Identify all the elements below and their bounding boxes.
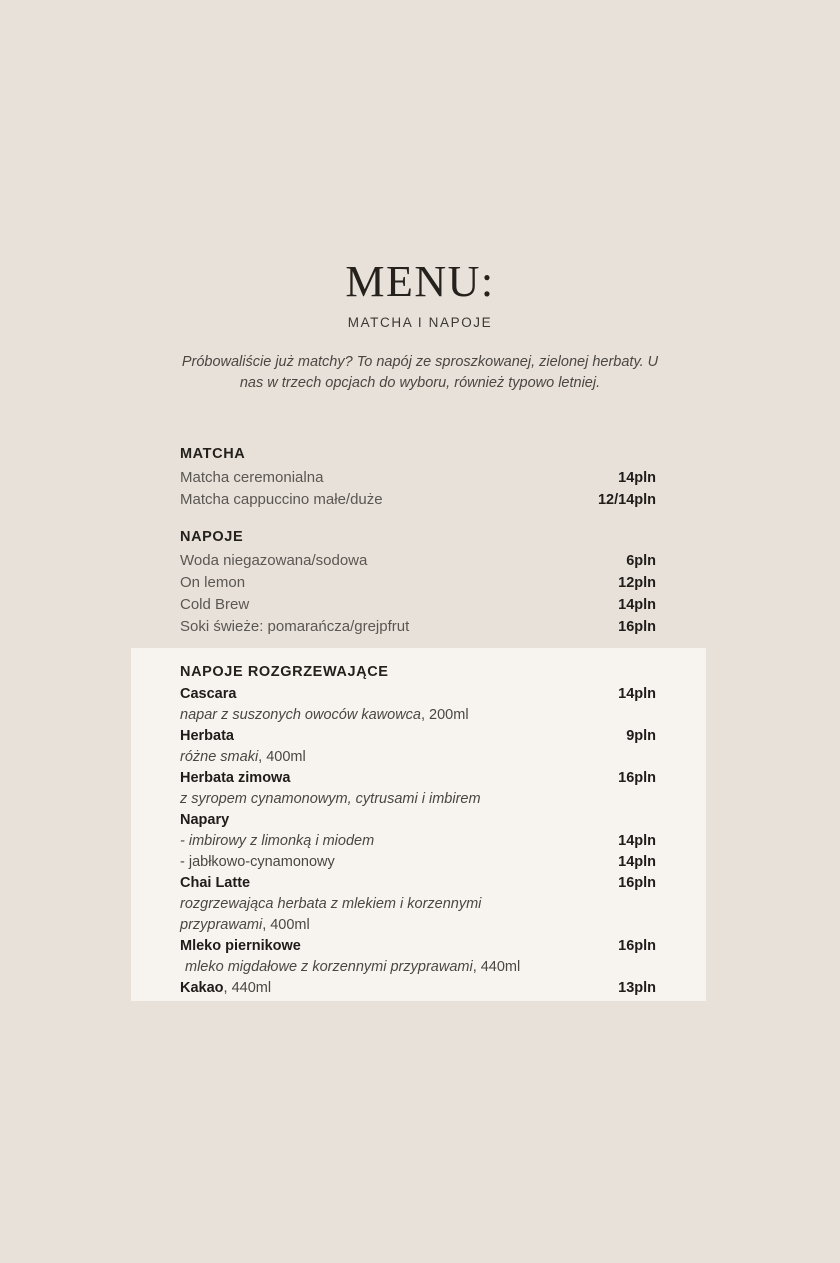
- item-description-text: przyprawami: [180, 917, 263, 933]
- menu-item-row: [180, 726, 656, 747]
- menu-item-row: [180, 810, 656, 831]
- item-name: Herbata: [180, 728, 234, 744]
- item-name: Woda niegazowana/sodowa: [180, 552, 368, 569]
- item-price: 12/14pln: [597, 492, 656, 508]
- item-price: 13pln: [618, 980, 656, 996]
- item-name: Soki świeże: pomarańcza/grejpfrut: [180, 618, 410, 635]
- item-description: [180, 789, 656, 810]
- menu-header: [0, 258, 840, 332]
- item-description-text: napar z suszonych owoców kawowca: [180, 707, 421, 723]
- section-heading: NAPOJE ROZGRZEWAJĄCE: [180, 664, 389, 680]
- item-name: - jabłkowo-cynamonowy: [180, 854, 335, 870]
- item-price: 9pln: [626, 728, 656, 744]
- menu-item-row: [180, 550, 656, 572]
- item-volume: , 400ml: [262, 917, 310, 933]
- item-name: Herbata zimowa: [180, 770, 291, 786]
- menu-item-row: [180, 467, 656, 489]
- item-name: Napary: [180, 812, 230, 828]
- menu-item-row: [180, 616, 656, 638]
- item-name: - imbirowy z limonką i miodem: [180, 833, 375, 849]
- item-name: Mleko piernikowe: [180, 938, 301, 954]
- intro-paragraph: Próbowaliście już matchy? To napój ze sproszkowanej, zielonej herbaty. U nas w trzech opcjach do wyboru, również typowo letniej.: [181, 354, 659, 391]
- item-volume: , 440ml: [223, 980, 272, 996]
- item-name: Cascara: [180, 686, 237, 702]
- item-name: Chai Latte: [180, 875, 251, 891]
- page-title: MENU:: [345, 257, 495, 306]
- menu-item-row: [180, 768, 656, 789]
- item-price: 12pln: [618, 575, 656, 591]
- section-heading: MATCHA: [180, 446, 246, 462]
- item-description: [180, 705, 656, 726]
- item-price: 14pln: [618, 686, 656, 702]
- item-volume: , 400ml: [258, 749, 306, 765]
- menu-item-row: [180, 489, 656, 511]
- menu-item-row: [180, 873, 656, 894]
- menu-subitem-row: [180, 852, 656, 873]
- item-description: [180, 957, 656, 978]
- menu-item-row: [180, 594, 656, 616]
- item-name: Matcha ceremonialna: [180, 469, 324, 486]
- menu-item-row: [180, 978, 656, 999]
- item-volume: , 440ml: [472, 959, 521, 975]
- item-price: 16pln: [618, 938, 656, 954]
- item-price: 16pln: [618, 875, 656, 891]
- menu-item-row: [180, 684, 656, 705]
- item-price: 6pln: [626, 553, 656, 569]
- item-name: On lemon: [180, 574, 246, 591]
- item-price: 14pln: [618, 597, 656, 613]
- item-name: Matcha cappuccino małe/duże: [180, 491, 383, 508]
- item-price: 14pln: [618, 833, 656, 849]
- item-name: [180, 978, 271, 999]
- item-description-text: różne smaki: [180, 749, 259, 765]
- section-heading: NAPOJE: [180, 529, 244, 545]
- item-name: Cold Brew: [180, 596, 250, 613]
- item-name-text: Kakao: [180, 980, 224, 996]
- item-price: 16pln: [618, 619, 656, 635]
- item-price: 14pln: [618, 470, 656, 486]
- item-description: [180, 915, 656, 936]
- item-description-text: mleko migdałowe z korzennymi przyprawami: [185, 959, 473, 975]
- warm-drinks-panel-content: [180, 662, 656, 999]
- menu-subitem-row: [180, 831, 656, 852]
- item-description-text: z syropem cynamonowym, cytrusami i imbirem: [180, 791, 481, 807]
- item-volume: , 200ml: [420, 707, 469, 723]
- menu-item-row: [180, 572, 656, 594]
- item-price: 16pln: [618, 770, 656, 786]
- page-subtitle: MATCHA I NAPOJE: [347, 315, 493, 330]
- item-description: rozgrzewająca herbata z mlekiem i korzennymi: [180, 896, 482, 912]
- item-description: [180, 747, 656, 768]
- item-price: 14pln: [618, 854, 656, 870]
- menu-item-row: [180, 936, 656, 957]
- section-napoje: [180, 527, 656, 638]
- section-matcha: [180, 444, 656, 511]
- warm-drinks-panel: [131, 648, 706, 1001]
